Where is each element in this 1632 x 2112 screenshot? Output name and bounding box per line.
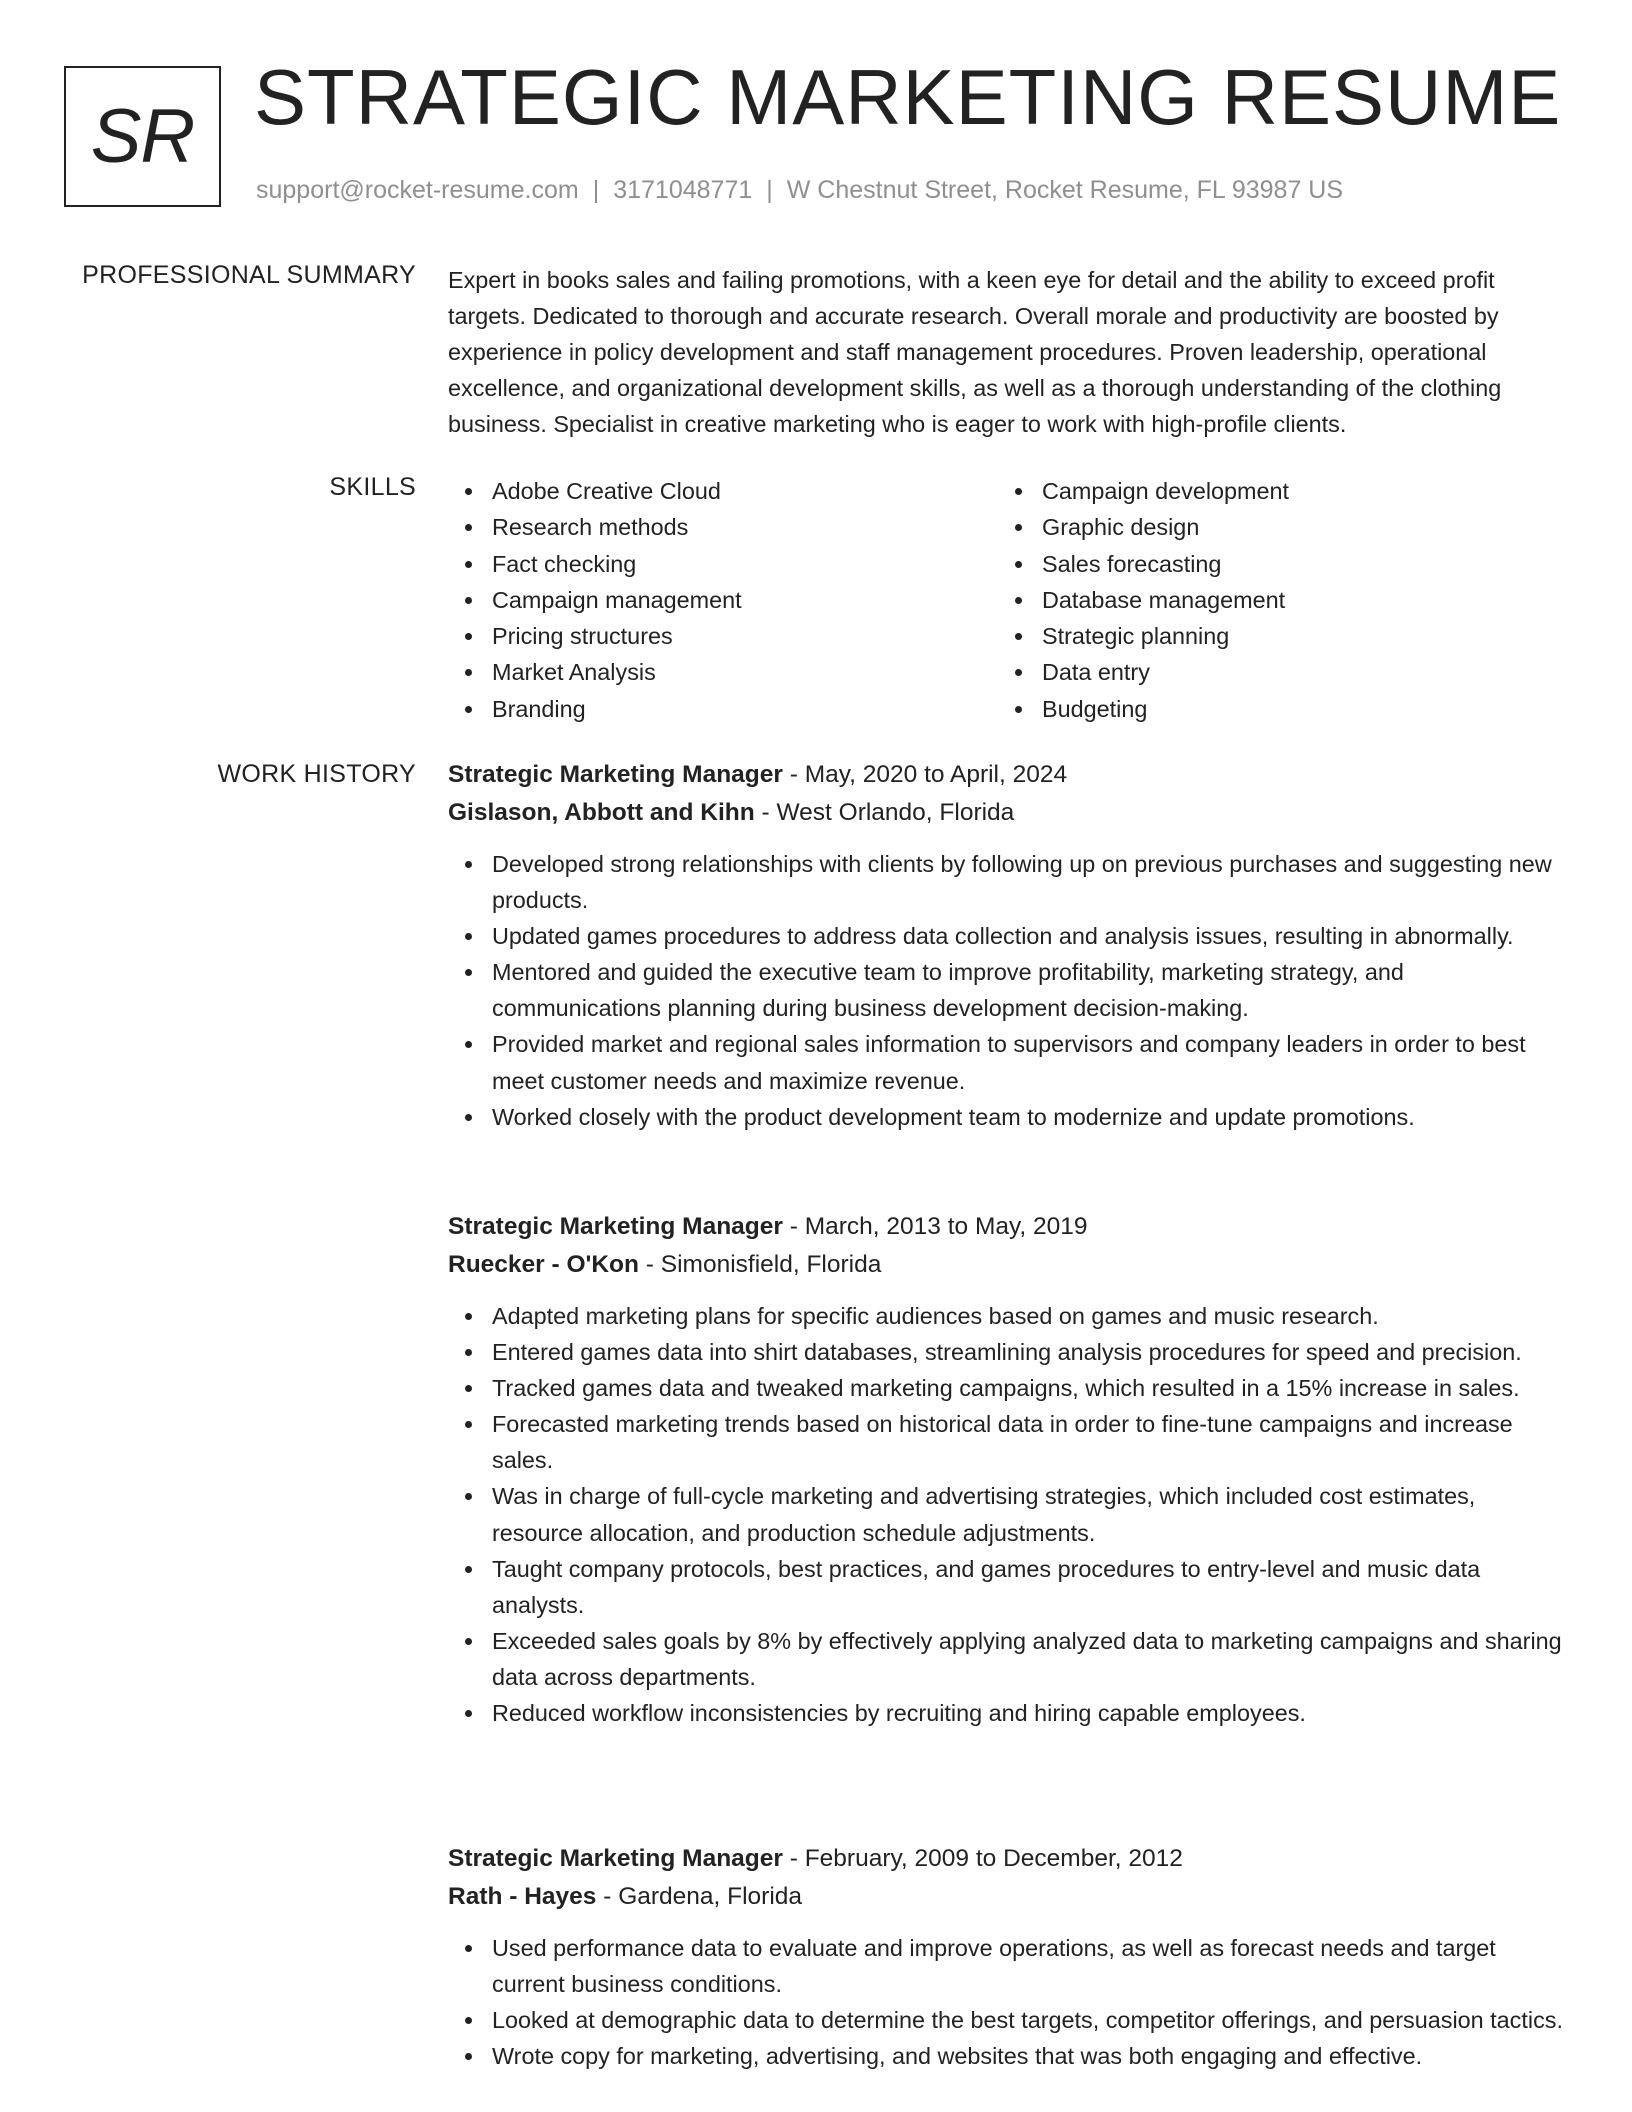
bullet-icon <box>465 1421 472 1428</box>
summary-body <box>448 262 1568 442</box>
skill-item <box>998 509 1548 545</box>
job-bullet <box>448 918 1567 954</box>
job-location: - West Orlando, Florida <box>754 799 1015 826</box>
bullet-icon <box>1015 561 1022 568</box>
job-bullet-text: Entered games data into shirt databases, streamlining analysis procedures for speed and precision. <box>492 1339 1522 1366</box>
bullet-icon <box>1015 597 1022 604</box>
skills-column-left <box>448 473 998 727</box>
bullet-icon <box>1015 524 1022 531</box>
job-dates: - March, 2013 to May, 2019 <box>782 1213 1088 1240</box>
skill-label: Budgeting <box>1042 695 1148 722</box>
skills-heading: SKILLS <box>329 473 416 501</box>
job-bullet-list <box>448 1930 1568 2074</box>
bullet-icon <box>465 488 472 495</box>
bullet-icon <box>465 597 472 604</box>
job-bullet-text: Looked at demographic data to determine the best targets, competitor offerings, and persuasion tactics. <box>492 2007 1563 2034</box>
skill-item <box>998 546 1548 582</box>
skill-item <box>448 618 998 654</box>
skills-column-right <box>998 473 1548 727</box>
skill-label: Branding <box>492 695 586 722</box>
skill-label: Fact checking <box>492 550 637 577</box>
job-bullet <box>448 1695 1567 1731</box>
contact-separator: | <box>592 176 600 204</box>
job-title-line <box>448 1208 1568 1246</box>
bullet-icon <box>465 2017 472 2024</box>
job-title: Strategic Marketing Manager <box>448 1213 783 1240</box>
contact-phone: 3171048771 <box>613 176 753 204</box>
skills-body <box>448 473 1568 727</box>
job-entry <box>448 756 1568 1135</box>
skill-label: Campaign development <box>1042 478 1290 504</box>
skill-label: Campaign management <box>492 586 742 613</box>
bullet-icon <box>465 861 472 868</box>
job-bullet-text: Worked closely with the product development team to modernize and update promotions. <box>492 1103 1415 1130</box>
bullet-icon <box>1015 706 1022 713</box>
initials-monogram <box>64 66 221 207</box>
job-bullet-text: Adapted marketing plans for specific audiences based on games and music research. <box>492 1303 1379 1329</box>
job-bullet-text: Mentored and guided the executive team to improve profitability, marketing strategy, and communications planning during business development decision-making. <box>492 959 1404 1022</box>
job-company: Ruecker - O'Kon <box>448 1251 639 1278</box>
job-bullet-text: Used performance data to evaluate and improve operations, as well as forecast needs and target current business conditions. <box>492 1935 1496 1998</box>
bullet-icon <box>1015 633 1022 640</box>
skill-item <box>448 582 998 618</box>
skill-item <box>998 582 1548 618</box>
work-history-heading: WORK HISTORY <box>217 760 416 788</box>
bullet-icon <box>465 969 472 976</box>
bullet-icon <box>465 1566 472 1573</box>
contact-line <box>256 176 1343 205</box>
job-bullet <box>448 2002 1567 2038</box>
skill-label: Strategic planning <box>1042 623 1230 650</box>
skill-label: Research methods <box>492 514 689 541</box>
skill-item <box>998 691 1548 727</box>
job-location: - Gardena, Florida <box>596 1883 803 1910</box>
job-bullet-text: Wrote copy for marketing, advertising, and websites that was both engaging and effective. <box>492 2043 1423 2070</box>
job-company-line <box>448 1246 1568 1284</box>
job-bullet-text: Exceeded sales goals by 8% by effectively applying analyzed data to marketing campaigns and sharing data across departments. <box>492 1627 1562 1690</box>
bullet-icon <box>465 1041 472 1048</box>
bullet-icon <box>465 2053 472 2060</box>
job-bullet <box>448 1623 1567 1695</box>
job-entry <box>448 1208 1568 1731</box>
skill-item <box>448 509 998 545</box>
job-bullet-text: Forecasted marketing trends based on historical data in order to fine-tune campaigns and increase sales. <box>492 1411 1513 1474</box>
skill-item <box>998 654 1548 690</box>
resume-title: STRATEGIC MARKETING RESUME <box>254 53 1562 141</box>
contact-address: W Chestnut Street, Rocket Resume, FL 93987 US <box>786 176 1344 204</box>
skill-label: Pricing structures <box>492 623 673 650</box>
skill-item <box>448 473 998 509</box>
job-location: - Simonisfield, Florida <box>638 1251 882 1278</box>
skills-grid <box>448 473 1568 727</box>
bullet-icon <box>465 1945 472 1952</box>
skill-label: Sales forecasting <box>1042 550 1222 577</box>
bullet-icon <box>465 1114 472 1121</box>
job-bullet-list <box>448 1298 1568 1731</box>
job-bullet <box>448 1298 1567 1334</box>
job-title: Strategic Marketing Manager <box>448 1845 783 1872</box>
bullet-icon <box>1015 669 1022 676</box>
bullet-icon <box>465 669 472 676</box>
bullet-icon <box>465 561 472 568</box>
skill-label: Market Analysis <box>492 659 656 686</box>
job-bullet-list <box>448 846 1568 1135</box>
job-dates: - May, 2020 to April, 2024 <box>782 761 1068 788</box>
job-bullet <box>448 1026 1567 1098</box>
bullet-icon <box>465 1493 472 1500</box>
contact-separator: | <box>766 176 773 204</box>
bullet-icon <box>465 1385 472 1392</box>
job-title: Strategic Marketing Manager <box>448 761 783 788</box>
job-bullet-text: Updated games procedures to address data collection and analysis issues, resulting in abnormally. <box>492 923 1514 950</box>
bullet-icon <box>465 633 472 640</box>
summary-text: Expert in books sales and failing promotions, with a keen eye for detail and the ability to exceed profit targets. Dedicated to thorough and accurate research. Overall morale and productivity are boosted by experience in policy development and staff management procedures. Proven leadership, operational excellence, and organizational development skills, as well as a thorough understanding of the clothing business. Specialist in creative marketing who is eager to work with high-profile clients. <box>448 267 1502 437</box>
bullet-icon <box>465 933 472 940</box>
job-bullet <box>448 1334 1567 1370</box>
skill-label: Database management <box>1042 586 1286 613</box>
job-bullet <box>448 1370 1567 1406</box>
job-bullet <box>448 1930 1567 2002</box>
skill-item <box>448 546 998 582</box>
skill-item <box>998 618 1548 654</box>
job-bullet <box>448 1406 1567 1478</box>
job-bullet <box>448 954 1567 1026</box>
job-bullet-text: Was in charge of full-cycle marketing and advertising strategies, which included cost estimates, resource allocation, and production schedule adjustments. <box>492 1483 1476 1546</box>
job-entry <box>448 1840 1568 2074</box>
skill-item <box>448 691 998 727</box>
job-bullet-text: Tracked games data and tweaked marketing campaigns, which resulted in a 15% increase in sales. <box>492 1375 1520 1402</box>
skill-label: Graphic design <box>1042 514 1200 541</box>
job-bullet-text: Taught company protocols, best practices, and games procedures to entry-level and music data analysts. <box>492 1555 1481 1618</box>
job-company: Gislason, Abbott and Kihn <box>448 799 755 826</box>
bullet-icon <box>1015 488 1022 495</box>
bullet-icon <box>465 1349 472 1356</box>
job-bullet-text: Provided market and regional sales information to supervisors and company leaders in order to best meet customer needs and maximize revenue. <box>492 1031 1526 1094</box>
initials-text: SR <box>90 94 195 179</box>
bullet-icon <box>465 1638 472 1645</box>
job-company-line <box>448 794 1568 832</box>
job-bullet <box>448 846 1567 918</box>
job-bullet <box>448 1099 1567 1135</box>
job-title-line <box>448 1840 1568 1878</box>
job-title-line <box>448 756 1568 794</box>
contact-email: support@rocket-resume.com <box>256 176 579 204</box>
skill-label: Adobe Creative Cloud <box>492 478 721 504</box>
bullet-icon <box>465 1710 472 1717</box>
skill-item <box>448 654 998 690</box>
job-company: Rath - Hayes <box>448 1883 597 1910</box>
job-bullet <box>448 2038 1567 2074</box>
bullet-icon <box>465 1313 472 1320</box>
skill-label: Data entry <box>1042 659 1150 686</box>
job-dates: - February, 2009 to December, 2012 <box>782 1845 1183 1872</box>
job-bullet <box>448 1478 1567 1550</box>
job-bullet-text: Developed strong relationships with clients by following up on previous purchases and suggesting new products. <box>492 851 1552 914</box>
bullet-icon <box>465 706 472 713</box>
job-bullet-text: Reduced workflow inconsistencies by recruiting and hiring capable employees. <box>492 1700 1306 1727</box>
job-bullet <box>448 1551 1567 1623</box>
summary-heading: PROFESSIONAL SUMMARY <box>82 261 416 289</box>
bullet-icon <box>465 524 472 531</box>
skill-item <box>998 473 1548 509</box>
job-company-line <box>448 1878 1568 1916</box>
